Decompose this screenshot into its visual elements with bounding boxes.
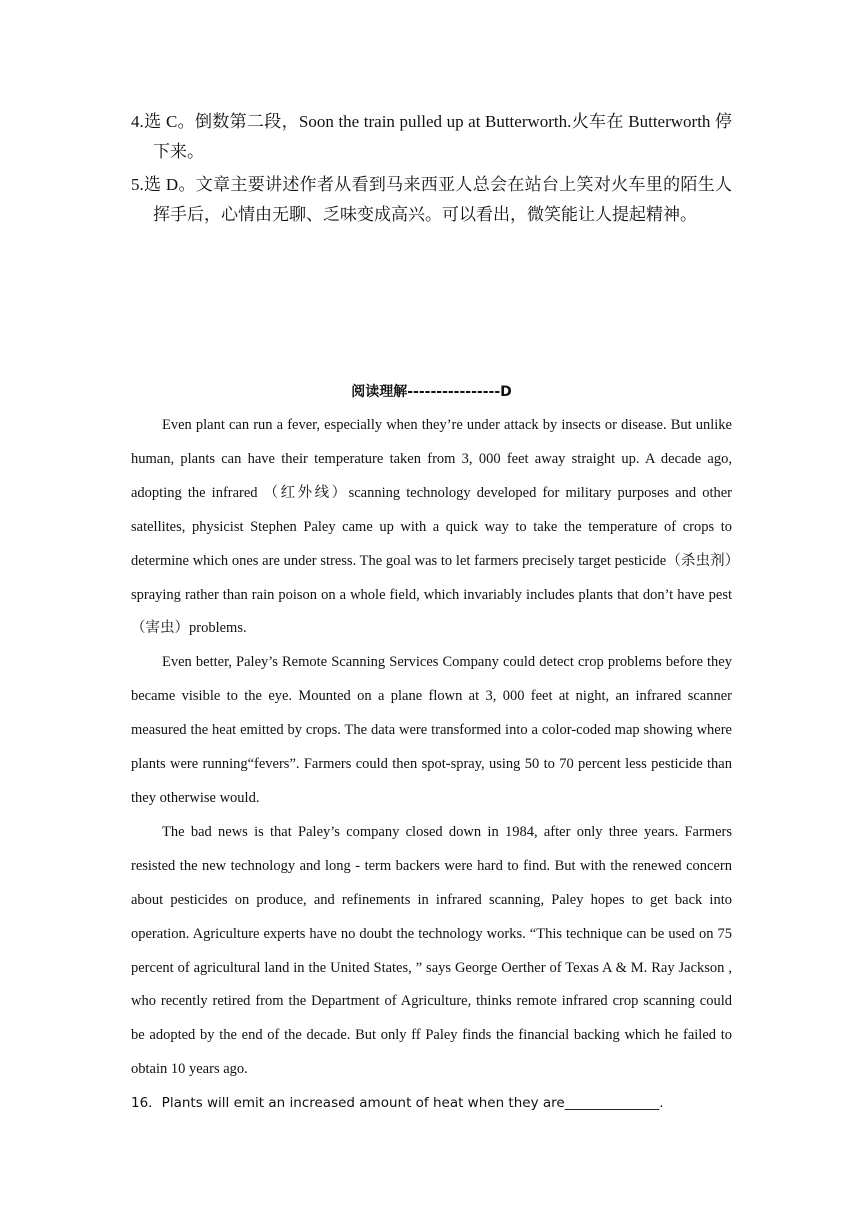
answer-explanations <box>131 107 732 233</box>
answer-item-5: 5.选 D。文章主要讲述作者从看到马来西亚人总会在站台上笑对火车里的陌生人挥手后，心情由无聊、乏味变成高兴。可以看出，微笑能让人提起精神。 <box>131 175 732 224</box>
section-title: 阅读理解----------------D <box>351 384 512 400</box>
passage-paragraph-3: The bad news is that Paley’s company closed down in 1984, after only three years. Farmers resisted the new technology and long - term backers were hard to find. But with the renewed concern about pesticides on produce, and refinements in infrared scanning, Paley hopes to get back into operation. Agriculture experts have no doubt the technology works. “This technique can be used on 75 percent of agricultural land in the United States, ” says George Oerther of Texas A & M. Ray Jackson , who recently retired from the Department of Agriculture, thinks remote infrared crop scanning could be adopted by the end of the decade. But only ff Paley finds the financial backing which he failed to obtain 10 years ago. <box>131 823 732 1078</box>
answer-item-4: 4.选 C。倒数第二段，Soon the train pulled up at Butterworth.火车在 Butterworth 停下来。 <box>131 112 732 161</box>
passage-paragraph-1: Even plant can run a fever, especially when they’re under attack by insects or disease. But unlike human, plants can have their temperature taken from 3, 000 feet away straight up. A decade ago, adopting the infrared （红外线）scanning technology developed for military purposes and other satellites, physicist Stephen Paley came up with a quick way to take the temperature of crops to determine which ones are under stress. The goal was to let farmers precisely target pesticide（杀虫剂）spraying rather than rain poison on a whole field, which invariably includes plants that don’t have pest （害虫）problems. <box>131 417 732 637</box>
passage-paragraph-2: Even better, Paley’s Remote Scanning Services Company could detect crop problems before they became visible to the eye. Mounted on a plane flown at 3, 000 feet at night, an infrared scanner measured the heat emitted by crops. The data were transformed into a color-coded map showing where plants were running“fevers”. Farmers could then spot-spray, using 50 to 70 percent less pesticide than they otherwise would. <box>131 654 732 806</box>
question-16: 16．Plants will emit an increased amount of heat when they are______________. <box>131 1095 664 1111</box>
reading-passage <box>131 409 732 1087</box>
